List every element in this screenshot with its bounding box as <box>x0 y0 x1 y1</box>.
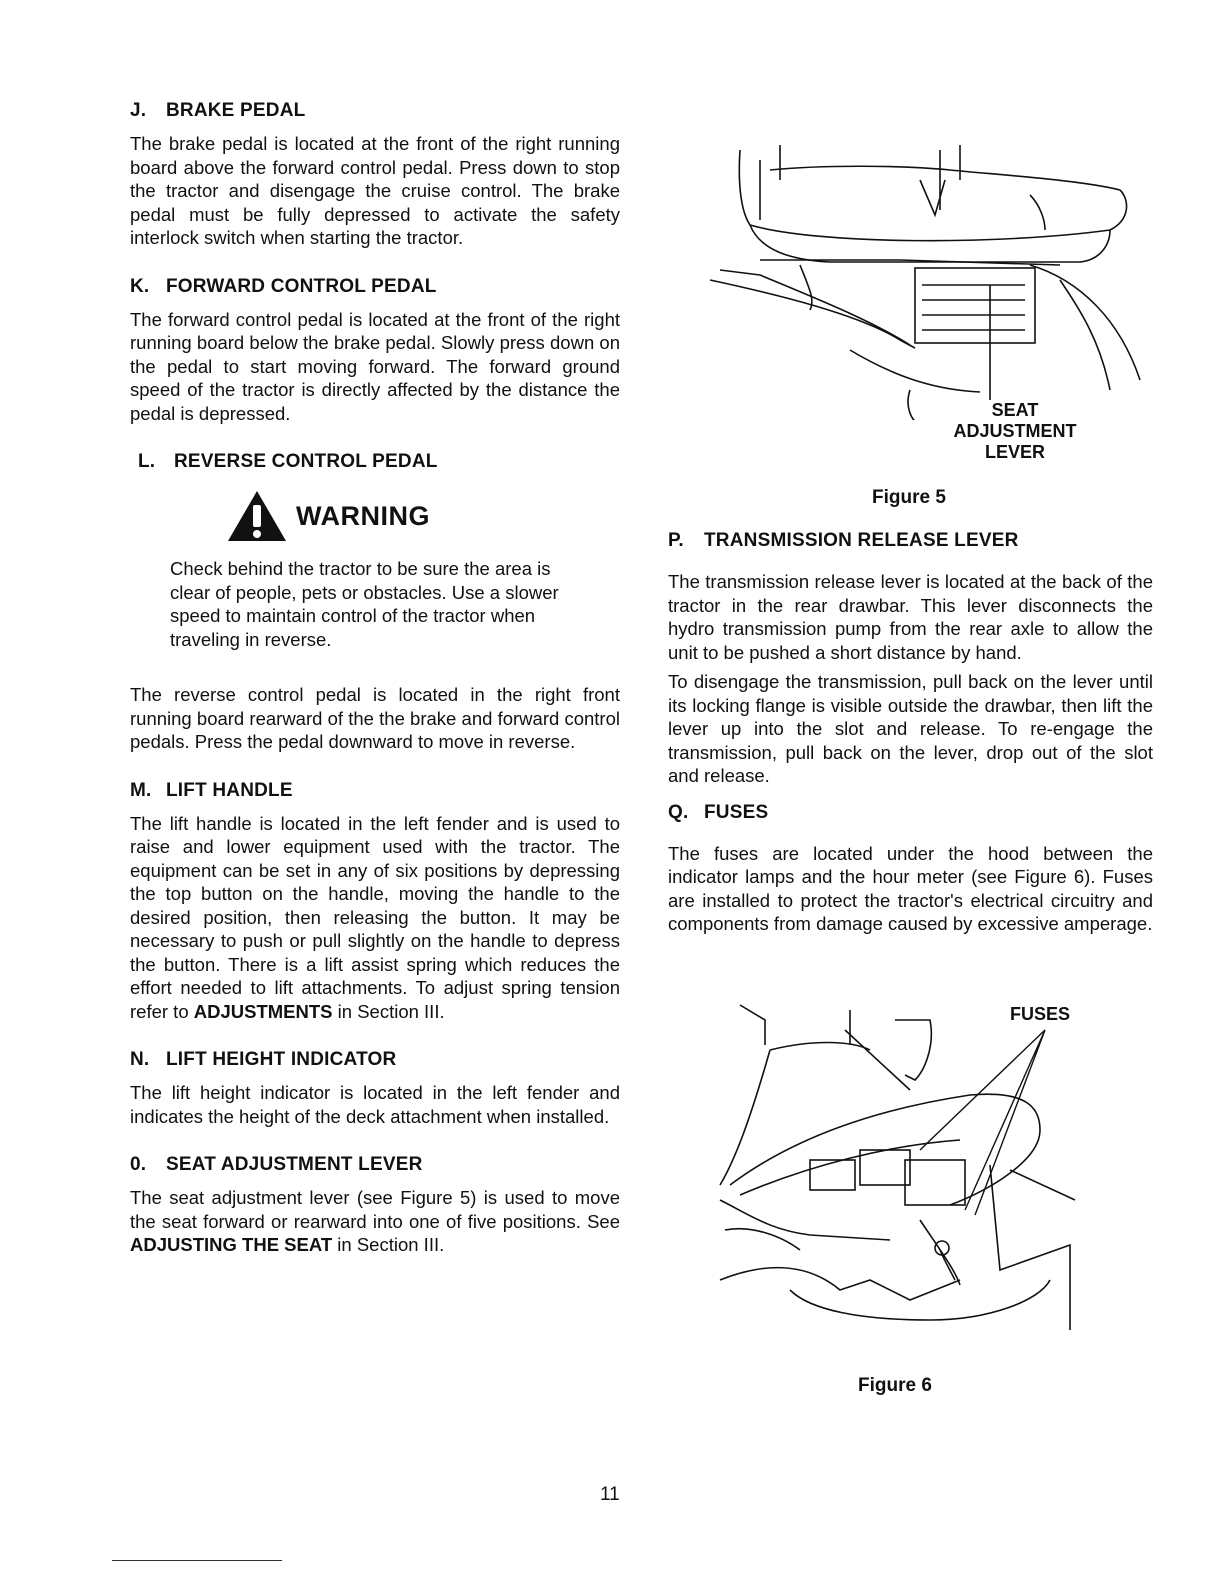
section-text: The lift height indicator is located in the left fender and indicates the height of the deck attachment when installed. <box>130 1082 620 1127</box>
footer-rule <box>112 1560 282 1561</box>
left-column <box>130 100 620 1283</box>
page-number: 11 <box>600 1484 620 1505</box>
section-text: To disengage the transmission, pull back on the lever until its locking flange is visible outside the drawbar, then lift the lever up into the slot and release. To re-engage the transmission, pull back on the lever, drop out of the slot and release. <box>668 671 1153 786</box>
warning-text: Check behind the tractor to be sure the area is clear of people, pets or obstacles. Use a slower speed to maintain control of the tractor when traveling in reverse. <box>170 558 559 650</box>
section-lift-height-indicator <box>130 1049 620 1128</box>
section-heading: K. FORWARD CONTROL PEDAL <box>130 275 437 297</box>
section-heading: J. BRAKE PEDAL <box>130 100 306 121</box>
section-text: The transmission release lever is located at the back of the tractor in the rear drawbar. This lever disconnects the hydro transmission pump from the rear axle to allow the unit to be pushed a short distance by hand. <box>668 571 1153 663</box>
section-seat-adjustment-lever <box>130 1154 620 1257</box>
figure-5 <box>700 120 1160 470</box>
section-reverse-control-pedal <box>130 451 620 754</box>
figure-6 <box>710 1000 1110 1350</box>
section-transmission-release-lever <box>668 530 1153 788</box>
section-heading: L. REVERSE CONTROL PEDAL <box>138 451 438 472</box>
warning-header <box>226 489 620 543</box>
seat-illustration <box>700 120 1160 420</box>
section-fuses <box>668 802 1153 936</box>
reverse-text: The reverse control pedal is located in the right front running board rearward of the the brake and forward control pedals. Press the pedal downward to move in reverse. <box>130 684 620 752</box>
fuses-illustration <box>710 1000 1110 1345</box>
warning-triangle-icon <box>226 489 288 543</box>
section-text: The fuses are located under the hood between the indicator lamps and the hour meter (see Figure 6). Fuses are installed to protect the tractor's electrical circuitry and components from damage caused by excessive amperage. <box>668 842 1153 934</box>
section-forward-control-pedal <box>130 276 620 426</box>
section-lift-handle <box>130 780 620 1024</box>
section-heading: 0. SEAT ADJUSTMENT LEVER <box>130 1154 423 1175</box>
section-text: The seat adjustment lever (see Figure 5) is used to move the seat forward or rearward into one of five positions. See ADJUSTING THE SEAT in Section III. <box>130 1187 620 1255</box>
figure-6-caption: Figure 6 <box>858 1375 932 1396</box>
warning-box <box>170 489 620 651</box>
figure-5-caption: Figure 5 <box>872 487 946 508</box>
seat-adjustment-lever-callout: SEAT ADJUSTMENT LEVER <box>953 400 1077 462</box>
right-column <box>668 530 1153 962</box>
section-text: The forward control pedal is located at the front of the right running board below the brake pedal. Slowly press down on the pedal to start moving forward. The forward ground speed of the tractor is directly affected by the distance the pedal is depressed. <box>130 308 620 424</box>
fuses-callout: FUSES <box>1010 1004 1071 1024</box>
section-heading: N. LIFT HEIGHT INDICATOR <box>130 1049 397 1070</box>
section-heading: Q. FUSES <box>668 801 769 823</box>
section-text: The brake pedal is located at the front of the right running board above the forward control pedal. Press down to stop the tractor and disengage the cruise control. The brake pedal must be fully depressed to activate the safety interlock switch when starting the tractor. <box>130 133 620 248</box>
section-heading: P. TRANSMISSION RELEASE LEVER <box>668 530 1019 551</box>
warning-title: WARNING <box>296 500 430 531</box>
section-heading: M. LIFT HANDLE <box>130 779 293 801</box>
section-brake-pedal <box>130 100 620 250</box>
section-text: The lift handle is located in the left fender and is used to raise and lower equipment used with the tractor. The equipment can be set in any of six positions by depressing the top button on the handle, moving the handle to the desired position, then releasing the button. It may be necessary to push or pull slightly on the handle to depress the button. There is a lift assist spring which reduces the effort needed to lift attachments. To adjust spring tension refer to ADJUSTMENTS in Section III. <box>130 812 620 1022</box>
